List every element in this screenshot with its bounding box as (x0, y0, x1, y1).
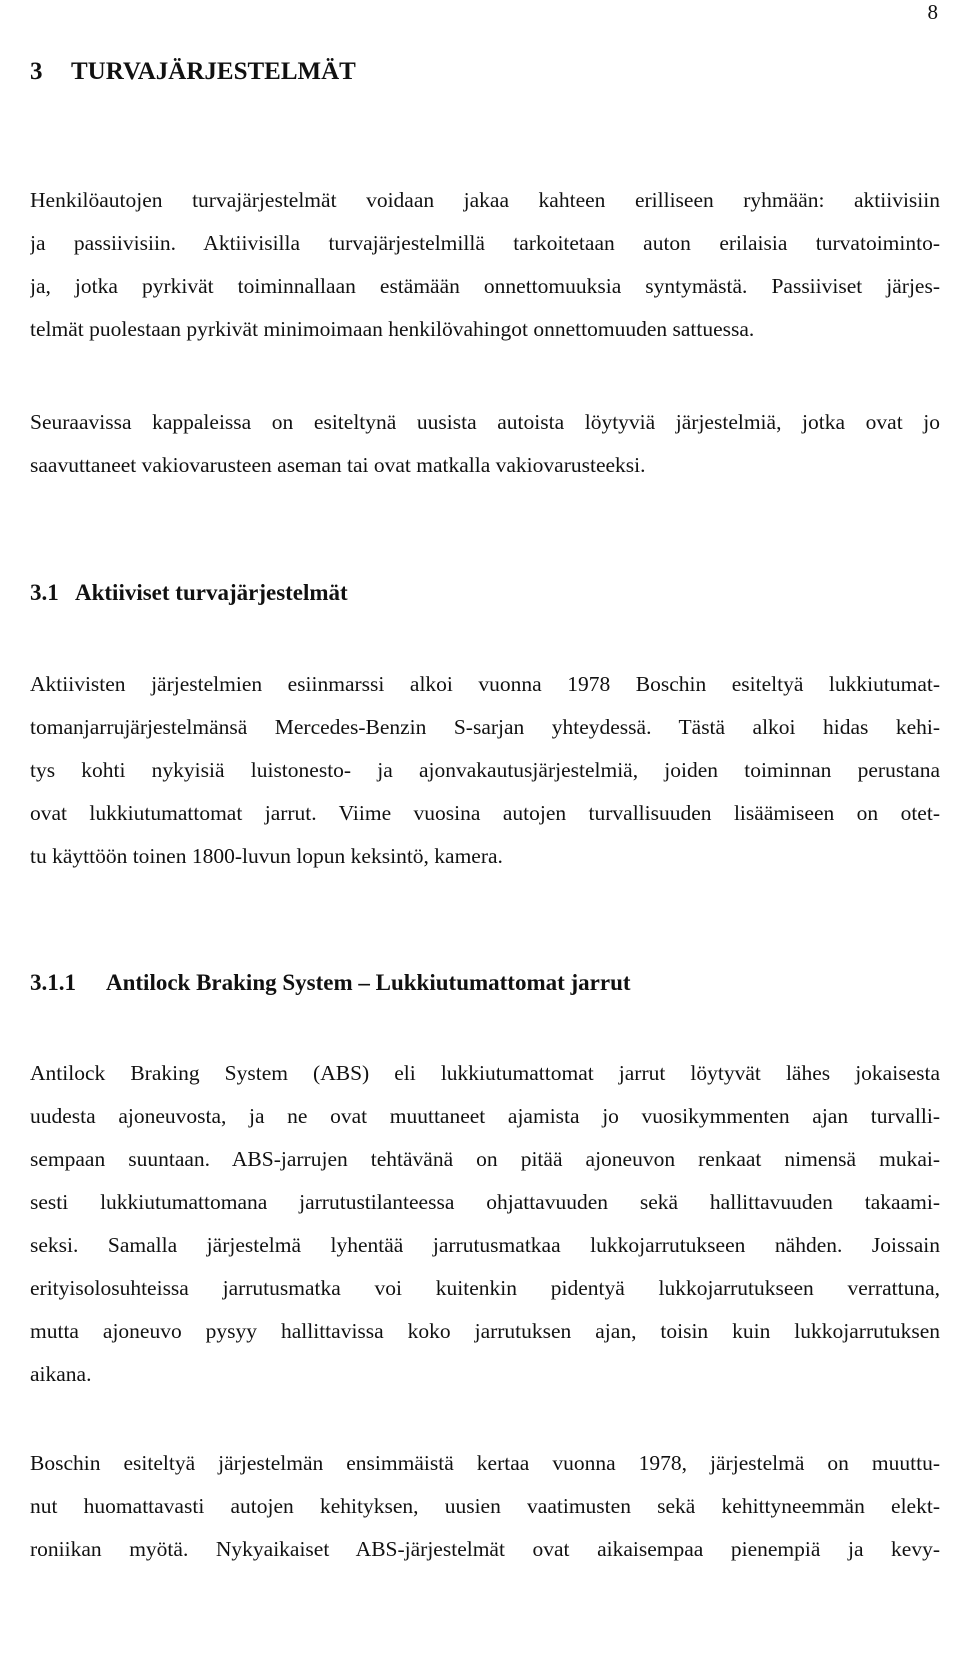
section-number: 3.1 (30, 580, 59, 605)
page-number: 8 (927, 0, 938, 24)
section-title: Aktiiviset turvajärjestelmät (75, 580, 348, 605)
paragraph-active-systems (30, 663, 940, 878)
text-line: nut huomattavasti autojen kehityksen, uusien vaatimusten sekä kehittyneemmän elekt- (30, 1494, 940, 1518)
text-line: saavuttaneet vakiovarusteen aseman tai ovat matkalla vakiovarusteeksi. (30, 453, 646, 477)
text-line: sempaan suuntaan. ABS-jarrujen tehtävänä on pitää ajoneuvon renkaat nimensä mukai- (30, 1147, 940, 1171)
text-line: uudesta ajoneuvosta, ja ne ovat muuttaneet ajamista jo vuosikymmenten ajan turvalli- (30, 1104, 940, 1128)
paragraph-intro (30, 179, 940, 351)
text-line: seksi. Samalla järjestelmä lyhentää jarrutusmatkaa lukkojarrutukseen nähden. Joissain (30, 1233, 940, 1257)
text-line: Henkilöautojen turvajärjestelmät voidaan jakaa kahteen erilliseen ryhmään: aktiivisiin (30, 188, 940, 212)
text-line: mutta ajoneuvo pysyy hallittavissa koko jarrutuksen ajan, toisin kuin lukkojarrutuksen (30, 1319, 940, 1343)
chapter-title: TURVAJÄRJESTELMÄT (71, 58, 356, 85)
text-line: Seuraavissa kappaleissa on esiteltynä uusista autoista löytyviä järjestelmiä, jotka ovat jo (30, 410, 940, 434)
section-heading (30, 580, 348, 606)
text-line: tu käyttöön toinen 1800-luvun lopun keksintö, kamera. (30, 844, 503, 868)
text-line: erityisolosuhteissa jarrutusmatka voi kuitenkin pidentyä lukkojarrutukseen verrattuna, (30, 1276, 940, 1300)
chapter-number: 3 (30, 58, 43, 85)
paragraph-abs (30, 1052, 940, 1396)
text-line: aikana. (30, 1362, 92, 1386)
subsection-heading (30, 970, 631, 996)
text-line: Aktiivisten järjestelmien esiinmarssi alkoi vuonna 1978 Boschin esiteltyä lukkiutumat- (30, 672, 940, 696)
subsection-title: Antilock Braking System – Lukkiutumattomat jarrut (106, 970, 631, 995)
text-line: roniikan myötä. Nykyaikaiset ABS-järjestelmät ovat aikaisempaa pienempiä ja kevy- (30, 1537, 940, 1561)
text-line: Boschin esiteltyä järjestelmän ensimmäistä kertaa vuonna 1978, järjestelmä on muuttu- (30, 1451, 940, 1475)
text-line: sesti lukkiutumattomana jarrutustilanteessa ohjattavuuden sekä hallittavuuden takaami- (30, 1190, 940, 1214)
paragraph-overview (30, 401, 940, 487)
text-line: telmät puolestaan pyrkivät minimoimaan henkilövahingot onnettomuuden sattuessa. (30, 317, 755, 341)
text-line: tys kohti nykyisiä luistonesto- ja ajonvakautusjärjestelmiä, joiden toiminnan perustana (30, 758, 940, 782)
text-line: ja passiivisiin. Aktiivisilla turvajärjestelmillä tarkoitetaan auton erilaisia turvatoiminto- (30, 231, 940, 255)
text-line: ja, jotka pyrkivät toiminnallaan estämään onnettomuuksia syntymästä. Passiiviset järjes- (30, 274, 940, 298)
paragraph-bosch (30, 1442, 940, 1571)
text-line: Antilock Braking System (ABS) eli lukkiutumattomat jarrut löytyvät lähes jokaisesta (30, 1061, 940, 1085)
chapter-heading (30, 58, 356, 86)
text-line: ovat lukkiutumattomat jarrut. Viime vuosina autojen turvallisuuden lisäämiseen on otet- (30, 801, 940, 825)
text-line: tomanjarrujärjestelmänsä Mercedes-Benzin S-sarjan yhteydessä. Tästä alkoi hidas kehi- (30, 715, 940, 739)
subsection-number: 3.1.1 (30, 970, 76, 995)
